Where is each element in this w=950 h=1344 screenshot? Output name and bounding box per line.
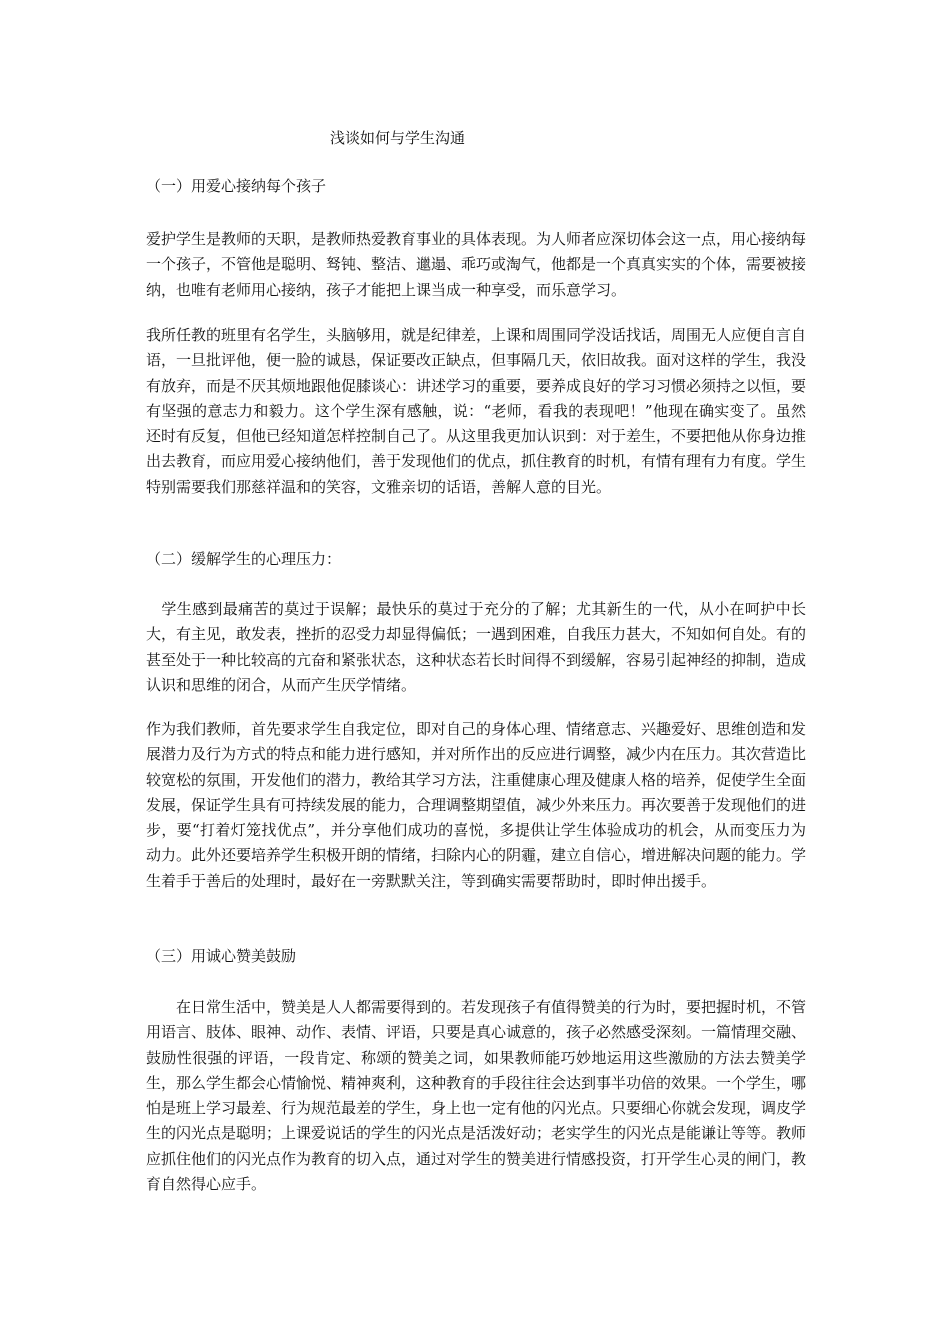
section-3-paragraph-1: 在日常生活中，赞美是人人都需要得到的。若发现孩子有值得赞美的行为时，要把握时机，不管用语言、肢体、眼神、动作、表情、评语，只要是真心诚意的，孩子必然感受深刻。一篇情理交融、鼓励性很强的评语，一段肯定、称颂的赞美之词，如果教师能巧妙地运用这些激励的方法去赞美学生，那么学生都会心情愉悦、精神爽利，这种教育的手段往往会达到事半功倍的效果。一个学生，哪怕是班上学习最差、行为规范最差的学生，身上也一定有他的闪光点。只要细心你就会发现，调皮学生的闪光点是聪明；上课爱说话的学生的闪光点是活泼好动；老实学生的闪光点是能谦让等等。教师应抓住他们的闪光点作为教育的切入点，通过对学生的赞美进行情感投资，打开学生心灵的闸门，教育自然得心应手。 [146,998,807,1194]
section-heading-2: （二）缓解学生的心理压力： [146,550,342,568]
section-2-paragraph-2: 作为我们教师，首先要求学生自我定位，即对自己的身体心理、情绪意志、兴趣爱好、思维创造和发展潜力及行为方式的特点和能力进行感知，并对所作出的反应进行调整，减少内在压力。其次营造比较宽松的氛围，开发他们的潜力，教给其学习方法，注重健康心理及健康人格的培养，促使学生全面发展，保证学生具有可持续发展的能力，合理调整期望值，减少外来压力。再次要善于发现他们的进步，要“打着灯笼找优点”，并分享他们成功的喜悦，多提供让学生体验成功的机会，从而变压力为动力。此外还要培养学生积极开朗的情绪，扫除内心的阴霾，建立自信心，增进解决问题的能力。学生着手于善后的处理时，最好在一旁默默关注，等到确实需要帮助时，即时伸出援手。 [146,720,807,890]
section-heading-3: （三）用诚心赞美鼓励 [146,947,297,965]
document-title: 浅谈如何与学生沟通 [330,129,466,147]
section-1-paragraph-1: 爱护学生是教师的天职，是教师热爱教育事业的具体表现。为人师者应深切体会这一点，用心接纳每一个孩子，不管他是聪明、驽钝、整洁、邋遢、乖巧或淘气，他都是一个真真实实的个体，需要被接纳，也唯有老师用心接纳，孩子才能把上课当成一种享受，而乐意学习。 [146,230,807,299]
section-1-paragraph-2: 我所任教的班里有名学生，头脑够用，就是纪律差，上课和周围同学没话找话，周围无人应便自言自语，一旦批评他，便一脸的诚恳，保证要改正缺点，但事隔几天，依旧故我。面对这样的学生，我没有放弃，而是不厌其烦地跟他促膝谈心：讲述学习的重要，要养成良好的学习习惯必须持之以恒，要有坚强的意志力和毅力。这个学生深有感触，说：“老师，看我的表现吧！”他现在确实变了。虽然还时有反复，但他已经知道怎样控制自己了。从这里我更加认识到：对于差生，不要把他从你身边推出去教育，而应用爱心接纳他们，善于发现他们的优点，抓住教育的时机，有情有理有力有度。学生特别需要我们那慈祥温和的笑容，文雅亲切的话语，善解人意的目光。 [146,326,807,496]
section-heading-1: （一）用爱心接纳每个孩子 [146,177,327,195]
section-2-paragraph-1: 学生感到最痛苦的莫过于误解；最快乐的莫过于充分的了解；尤其新生的一代，从小在呵护中长大，有主见，敢发表，挫折的忍受力却显得偏低；一遇到困难，自我压力甚大，不知如何自处。有的甚至处于一种比较高的亢奋和紧张状态，这种状态若长时间得不到缓解，容易引起神经的抑制，造成认识和思维的闭合，从而产生厌学情绪。 [146,600,807,694]
